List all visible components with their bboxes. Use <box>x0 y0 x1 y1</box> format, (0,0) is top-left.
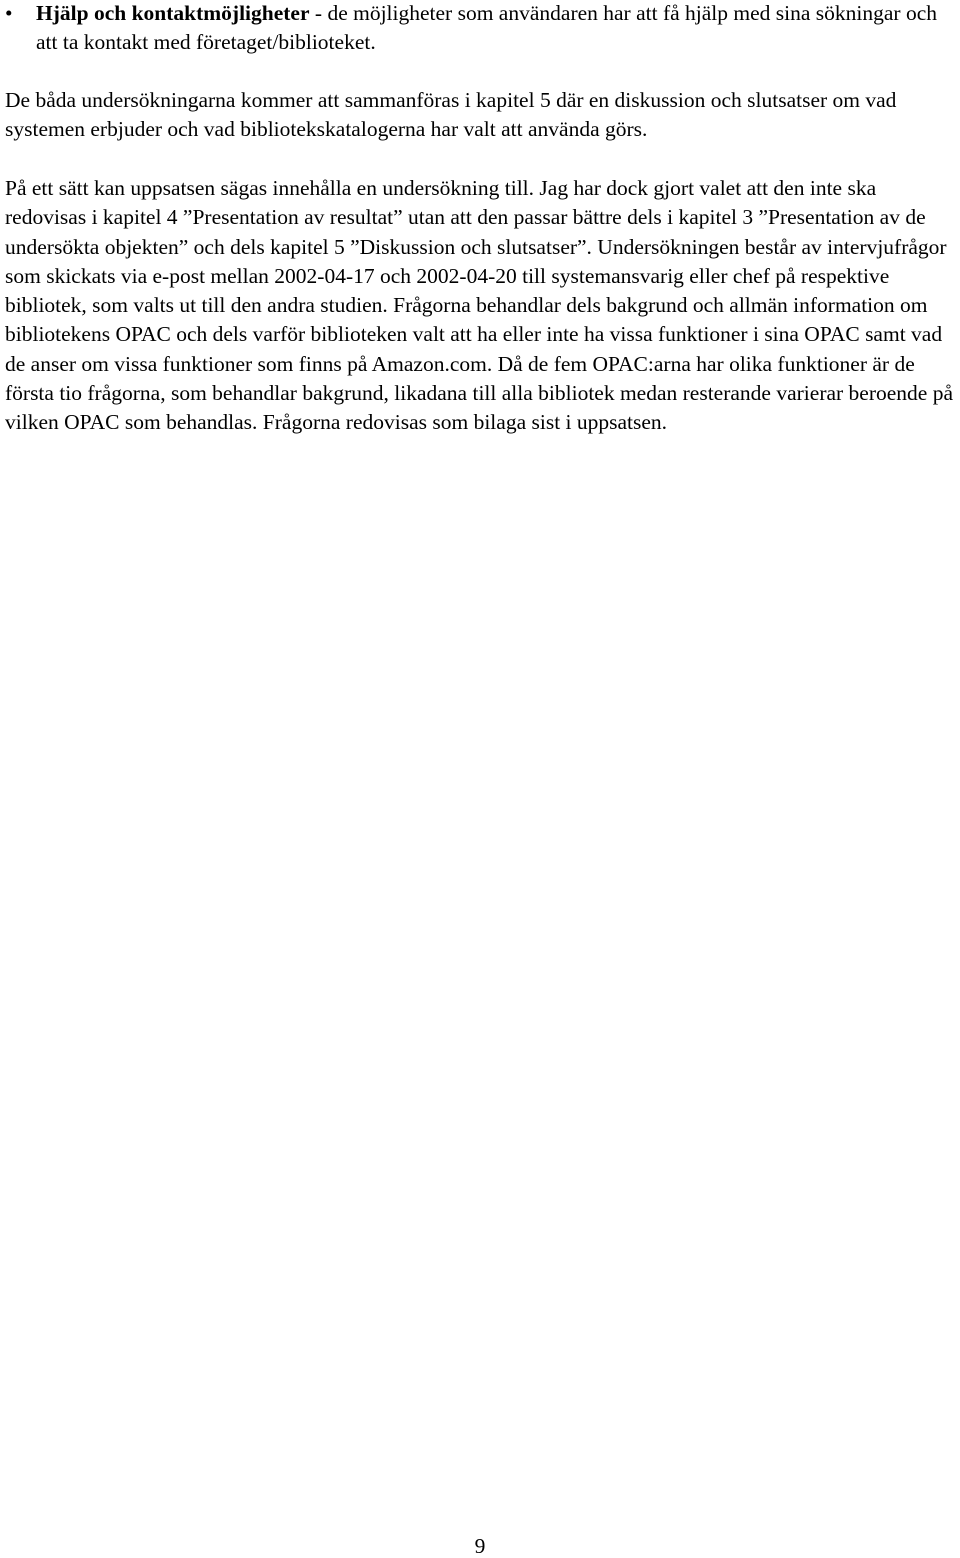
bullet-item-text: - de möjligheter som användaren har att få hjälp med sina sökningar och att ta kontakt med företaget/biblioteket. <box>36 1 938 55</box>
paragraph-summary: De båda undersökningarna kommer att sammanföras i kapitel 5 där en diskussion och slutsatser om vad systemen erbjuder och vad bibliotekskatalogerna har valt att använda görs. <box>5 88 897 142</box>
page-number: 9 <box>474 1534 486 1558</box>
bullet-item-title: Hjälp och kontaktmöjligheter <box>36 1 310 25</box>
bullet-item-body <box>36 0 955 58</box>
paragraph-study: På ett sätt kan uppsatsen sägas innehålla en undersökning till. Jag har dock gjort valet att den inte ska redovisas i kapitel 4 ”Presentation av resultat” utan att den passar bättre dels i kapitel 3 ”Presentation av de undersökta objekten” och dels kapitel 5 ”Diskussion och slutsatser”. Undersökningen består av intervjufrågor som skickats via e-post mellan 2002-04-17 och 2002-04-20 till systemansvarig eller chef på respektive bibliotek, som valts ut till den andra studien. Frågorna behandlar dels bakgrund och allmän information om bibliotekens OPAC och dels varför biblioteken valt att ha eller inte ha vissa funktioner i sina OPAC samt vad de anser om vissa funktioner som finns på Amazon.com. Då de fem OPAC:arna har olika funktioner är de första tio frågorna, som behandlar bakgrund, likadana till alla bibliotek medan resterande varierar beroende på vilken OPAC som behandlas. Frågorna redovisas som bilaga sist i uppsatsen. <box>5 176 954 435</box>
bullet-icon: • <box>5 1 13 25</box>
